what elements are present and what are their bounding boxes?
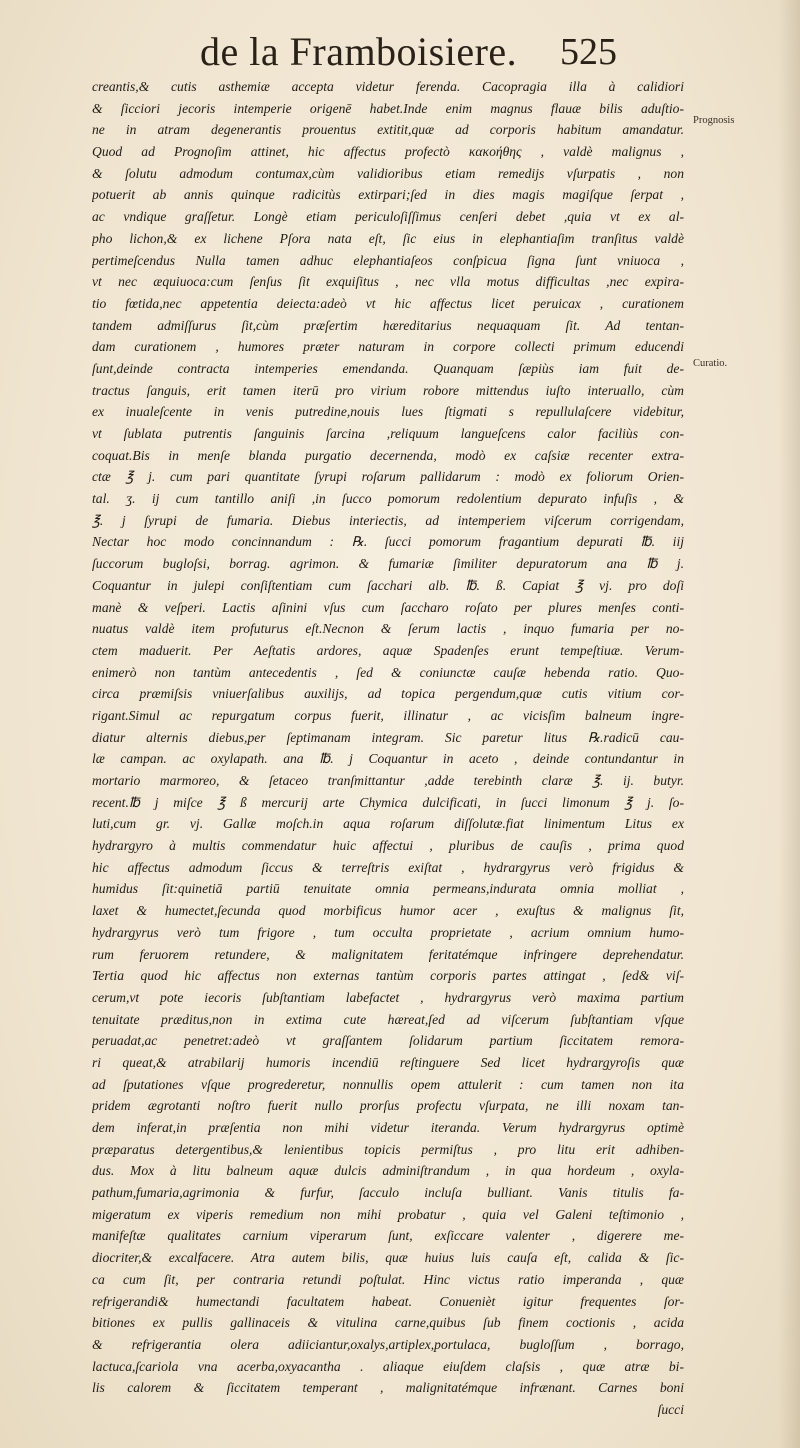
text-line: hydrargyrus verò tum frigore , tum occulta proprietate , acrium omnium humo- xyxy=(92,924,684,940)
text-line: ſucci xyxy=(657,1401,684,1417)
text-line: Nectar hoc modo concinnandum : ℞. ſucci pomorum fragantium depurati ℔. iij xyxy=(92,534,684,550)
text-line: pridem ægrotanti noſtro fuerit nullo prorſus profectu vſurpata, ne illi noxam tan- xyxy=(92,1098,684,1114)
text-line: ad ſputationes vſque progrederetur, nonnullis opem attulerit : cum tamen non ita xyxy=(92,1076,684,1092)
text-line: ex inualeſcente in venis putredine,nouis lues ſtigmati s repullulaſcere videbitur, xyxy=(92,404,684,420)
text-line: ſuccorum bugloſsi, borrag. agrimon. & fumariæ ſimiliter depuratorum ana ℔ j. xyxy=(92,556,684,572)
margin-note-curatio: Curatio. xyxy=(693,358,728,369)
text-line: manifeſtæ qualitates carnium viperarum ſunt, exſiccare valenter , digerere me- xyxy=(92,1228,684,1244)
text-line: recent.℔ j miſce ℥ ß mercurij arte Chymica dulcificati, in ſucci limonum ℥ j. ſo- xyxy=(92,794,684,810)
text-line: dam curationem , humores præter naturam in corpore collecti primum educendi xyxy=(92,339,684,355)
page-number: 525 xyxy=(560,31,617,73)
text-line: pathum,fumaria,agrimonia & furfur, ſacculo incluſa bulliant. Vanis titulis fa- xyxy=(92,1185,684,1201)
text-line: laxet & humectet,ſecunda quod morbificus humor acer , exuſtus & malignus ſit, xyxy=(92,903,684,919)
text-line: potuerit ab annis quinque radicitùs extirpari;ſed in dies magis magiſque ſerpat , xyxy=(92,187,684,203)
text-line: migeratum ex viperis remedium non mihi probatur , quia vel Galeni teſtimonio , xyxy=(92,1206,684,1222)
text-line: ri queat,& atrabilarij humoris incendiū reſtinguere Sed licet hydrargyroſis quæ xyxy=(92,1054,684,1070)
text-line: hic affectus admodum ſiccus & terreſtris exiſtat , hydrargyrus verò frigidus & xyxy=(92,859,684,875)
text-line: præparatus detergentibus,& lenientibus topicis permiſtus , pro litu erit adhiben- xyxy=(92,1141,684,1157)
text-line: peruadat,ac penetret:adeò vt graſſantem ſolidarum partium ſiccitatem remora- xyxy=(92,1033,684,1049)
text-line: tal. ʒ. ij cum tantillo aniſi ,in ſucco pomorum redolentium depurato infuſis , & xyxy=(92,491,684,507)
text-line: rum feruorem retundere, & malignitatem feritatémque infringere deprehendatur. xyxy=(92,946,684,962)
text-line: vt nec æquiuoca:cum ſenſus ſit exquiſitus , nec vlla motus difficultas ,nec expira- xyxy=(92,274,684,290)
page-edge-shadow xyxy=(778,0,800,1448)
text-line: Quod ad Prognoſim attinet, hic affectus profectò κακοήθης , valdè malignus , xyxy=(92,144,684,160)
text-line: tandem admiſſurus ſit,cùm præſertim hæreditarius nequaquam ſit. Ad tentan- xyxy=(92,317,684,333)
text-line: hydrargyro à multis commendatur huic affectui , pluribus de cauſis , prima quod xyxy=(92,838,684,854)
text-line: mortario marmoreo, & ſetaceo tranſmittantur ,adde terebinth claræ ℥. ij. butyr. xyxy=(92,773,684,788)
text-line: luti,cum gr. vj. Gallæ moſch.in aqua roſarum diſſolutæ.fiat linimentum Litus ex xyxy=(92,816,684,832)
text-line: tenuitate præditus,non in extima cute hæreat,ſed ad viſcerum ſubſtantiam vſque xyxy=(92,1011,684,1027)
text-line: refrigerandi& humectandi facultatem habeat. Conuenièt igitur frequentes ſor- xyxy=(92,1293,684,1309)
text-line: diatur alternis diebus,per ſeptimanam integram. Sic paretur litus ℞.radicū cau- xyxy=(92,729,684,745)
body-text xyxy=(92,76,684,1421)
page-header xyxy=(60,26,660,76)
text-line: pertimeſcendus Nulla tamen adhuc elephantiaſeos conſpicua ſigna ſunt vniuoca , xyxy=(92,252,684,268)
running-head: de la Framboisiere. xyxy=(200,29,518,74)
text-line: ctæ ℥ j. cum pari quantitate ſyrupi roſarum pallidarum : modò ex foliorum Orien- xyxy=(92,469,684,485)
text-line: humidus ſit:quinetiā partiū tenuitate omnia permeans,indurata omnia molliat , xyxy=(92,881,684,897)
text-line: dem inferat,in præſentia non mihi videtur iteranda. Verum hydrargyrus optimè xyxy=(92,1120,684,1135)
text-line: tractus ſanguis, erit tamen iterū pro virium robore mittendus iuſto interuallo, cùm xyxy=(92,382,684,398)
text-line: & ſicciori jecoris intemperie origenē habet.Inde enim magnus flauæ bilis aduſtio- xyxy=(92,100,684,116)
text-line: ca cum ſit, per contraria retundi poſtulat. Hinc victus ratio imperanda , quæ xyxy=(92,1271,684,1287)
text-line: & ſolutu admodum contumax,cùm validioribus etiam remedijs vſurpatis , non xyxy=(92,165,684,181)
text-line: ℥. j ſyrupi de fumaria. Diebus interiectis, ad intemperiem viſcerum corrigendam, xyxy=(92,512,684,528)
text-line: ſunt,deinde contracta intemperies emendanda. Quanquam ſæpiùs iam fuit de- xyxy=(92,360,684,376)
text-line: ac vndique graſſetur. Longè etiam periculoſiſſimus cenſeri debet ,quia vt ex al- xyxy=(92,209,684,225)
text-line: coquat.Bis in menſe blanda purgatio decernenda, modò ex caſsiæ recenter extra- xyxy=(92,447,684,463)
text-line: tio fœtida,nec appetentia deiecta:adeò vt hic affectus licet peruicax , curationem xyxy=(92,295,684,311)
text-line: Tertia quod hic affectus non externas tantùm corporis partes attingat , ſed& viſ- xyxy=(92,968,684,984)
text-line: bitiones ex pullis gallinaceis & vitulina carne,quibus ſub finem coctionis , acida xyxy=(92,1315,684,1331)
text-line: diocriter,& excalfacere. Atra autem bilis, quæ huius luis cauſa eſt, calida & ſic- xyxy=(92,1250,684,1266)
text-line: manè & veſperi. Lactis aſinini vſus cum ſaccharo roſato per plures menſes conti- xyxy=(92,599,684,615)
margin-note-prognosis: Prognosis xyxy=(693,115,735,126)
text-line: lis calorem & ſiccitatem temperant , malignitatémque infrænant. Carnes boni xyxy=(92,1380,684,1396)
text-line: nuatus valdè item profuturus eſt.Necnon & ſerum lactis , inquo fumaria per no- xyxy=(92,621,684,637)
text-line: creantis,& cutis asthemiæ accepta videtur ferenda. Cacopragia illa à calidiori xyxy=(92,79,684,94)
text-line: & refrigerantia olera adiiciantur,oxalys,artiplex,portulaca, bugloſſum , borrago, xyxy=(92,1336,684,1352)
text-line: circa præmiſsis vniuerſalibus auxilijs, ad topica pergendum,quæ cutis vitium cor- xyxy=(92,686,684,702)
text-line: lactuca,ſcariola vna acerba,oxyacantha . aliaque eiuſdem claſsis , quæ atræ bi- xyxy=(92,1358,684,1374)
text-line: pho lichon,& ex lichene Pſora nata eſt, ſic eius in elephantiaſim tranſitus valdè xyxy=(92,230,684,246)
text-line: vt ſublata putrentis ſanguinis ſarcina ,reliquum langueſcens calor faciliùs con- xyxy=(92,426,684,441)
text-line: Coquantur in julepi conſiſtentiam cum ſacchari alb. ℔. ß. Capiat ℥ vj. pro doſi xyxy=(92,577,684,593)
text-line: læ campan. ac oxylapath. ana ℔. j Coquantur in aceto , deinde contundantur in xyxy=(92,751,684,767)
text-line: dus. Mox à litu balneum aquæ dulcis adminiſtrandum , in qua hordeum , oxyla- xyxy=(92,1163,684,1179)
text-line: ne in atram degenerantis prouentus extitit,quæ ad corporis habitum amandatur. xyxy=(92,122,684,138)
text-line: ctem maduerit. Per Aeſtatis ardores, aquæ Spadenſes erunt tempeſtiuæ. Verum- xyxy=(92,642,684,658)
text-line: rigant.Simul ac repurgatum corpus fuerit, illinatur , ac vicisſim balneum ingre- xyxy=(92,707,684,723)
text-line: enimerò non tantùm antecedentis , ſed & coniunctæ cauſæ hebenda ratio. Quo- xyxy=(92,664,684,680)
text-line: cerum,vt pote iecoris ſubſtantiam labefactet , hydrargyrus verò maxima partium xyxy=(92,989,684,1005)
